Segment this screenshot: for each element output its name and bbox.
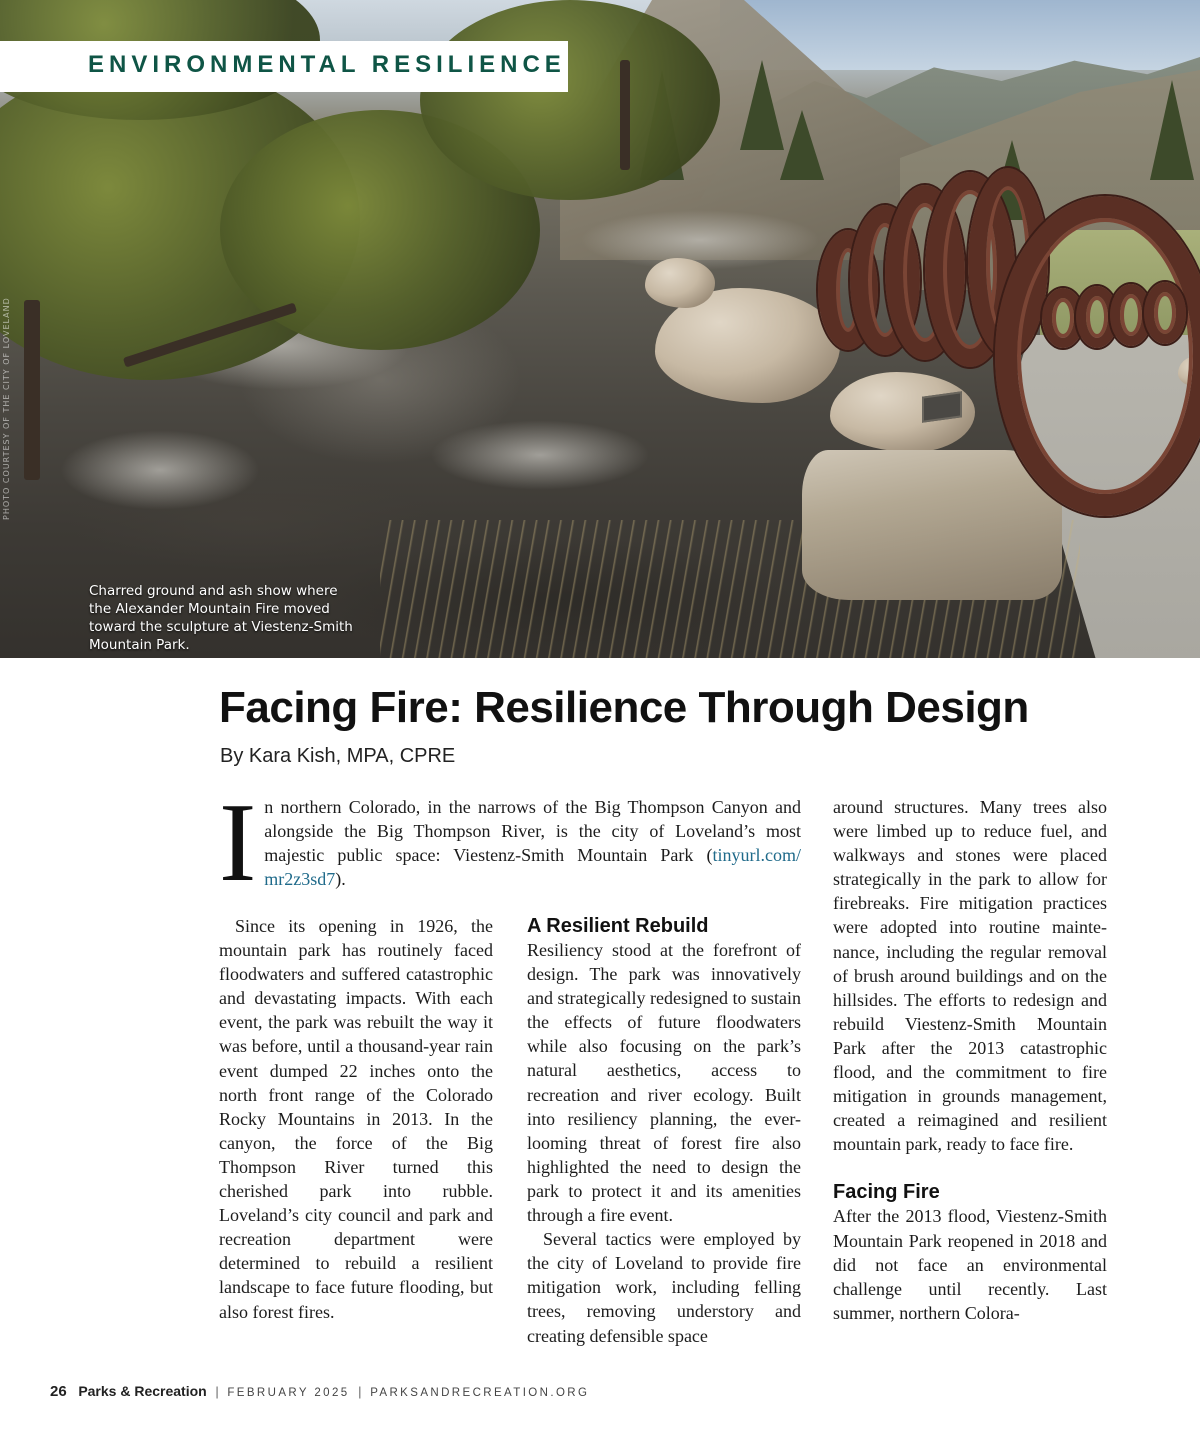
hero-photo	[0, 0, 1200, 658]
flat-boulder	[802, 450, 1062, 600]
subhead-facing-fire: Facing Fire	[833, 1181, 940, 1204]
tree-trunk	[620, 60, 630, 170]
website[interactable]: PARKSANDRECREATION.ORG	[370, 1387, 590, 1399]
paragraph: Since its opening in 1926, the mountain park has routinely faced floodwaters and suffered catastrophic and devastating impacts. With each event, the park was rebuilt the way it was before, until a thousand-year rain event dumped 22 inches onto the north front range of the Colorado Rocky Mountains in 2013. In the canyon, the force of the Big Thompson River turned this cherished park into rubble. Loveland’s city council and park and recreation department were determined to rebuild a resilient landscape to face future flooding, but also forest fires.	[219, 916, 493, 1322]
boulder	[645, 258, 715, 308]
page-number: 26	[50, 1383, 67, 1400]
byline: By Kara Kish, MPA, CPRE	[220, 745, 456, 767]
column-3	[833, 795, 1107, 1325]
paragraph: Several tactics were employed by the city of Loveland to provide fire mitigation work, including felling trees, removing understory and creating defensible space	[527, 1229, 801, 1346]
pine-tree	[780, 110, 824, 180]
ash-patch	[60, 430, 260, 510]
photo-caption: Charred ground and ash show where the Alexander Mountain Fire moved toward the sculpture at Viestenz-Smith Mountain Park.	[89, 583, 353, 653]
paragraph: After the 2013 flood, Viestenz-Smith Mountain Park reopened in 2018 and did not face an environmental challenge until recently. Last summer, northern Colora-	[833, 1206, 1107, 1323]
drop-cap: I	[219, 781, 257, 905]
sculpture-ring	[1144, 282, 1186, 344]
lead-text: n northern Colorado, in the narrows of the Big Thompson Canyon and alongside the Big Thompson River, is the city of Loveland’s most majestic public space: Viestenz-Smith Mountain Park (	[264, 797, 801, 866]
article-title: Facing Fire: Resilience Through Design	[219, 683, 1029, 732]
lead-text-end: ).	[335, 869, 346, 890]
pine-tree	[740, 60, 784, 150]
pine-canopy	[420, 0, 720, 200]
footer-separator: |	[215, 1384, 219, 1399]
photo-credit: PHOTO COURTESY OF THE CITY OF LOVELAND	[2, 297, 11, 520]
column-1	[219, 914, 493, 1324]
pine-tree	[1150, 80, 1194, 180]
ash-patch	[430, 420, 650, 490]
sculpture-arch	[995, 196, 1200, 516]
paragraph: around structures. Many trees also were limbed up to reduce fuel, and walkways and stones were placed strategically in the park to allow for firebreaks. Fire mitigation practices were adopted into routine maintenance, including the regular removal of brush around buildings and on the hillsides. The efforts to redesign and rebuild Viestenz-Smith Mountain Park after the 2013 catastrophic flood, and the commitment to fire mitigation in grounds management, created a reimagined and resilient mountain park, ready to face fire.	[833, 797, 1107, 1155]
section-kicker: ENVIRONMENTAL RESILIENCE	[88, 51, 566, 78]
magazine-name: Parks & Recreation	[78, 1383, 207, 1399]
park-link[interactable]: tinyurl.com/​mr2z3sd7	[264, 845, 801, 890]
issue-date: FEBRUARY 2025	[227, 1387, 350, 1399]
tree-trunk	[24, 300, 40, 480]
footer-separator: |	[358, 1384, 362, 1399]
subhead-resilient-rebuild: A Resilient Rebuild	[527, 915, 709, 937]
page-footer	[50, 1383, 589, 1400]
column-2	[527, 914, 801, 1348]
paragraph: Resiliency stood at the forefront of design. The park was innovatively and strategically redesigned to sustain the effects of future floodwaters while also focusing on the park’s natural aesthetics, access to recreation and river ecology. Built into resiliency planning, the ever-looming threat of forest fire also highlighted the need to design the park to protect it and its amenities through a fire event.	[527, 940, 801, 1226]
ash-patch	[580, 210, 820, 270]
lead-paragraph	[219, 781, 801, 905]
